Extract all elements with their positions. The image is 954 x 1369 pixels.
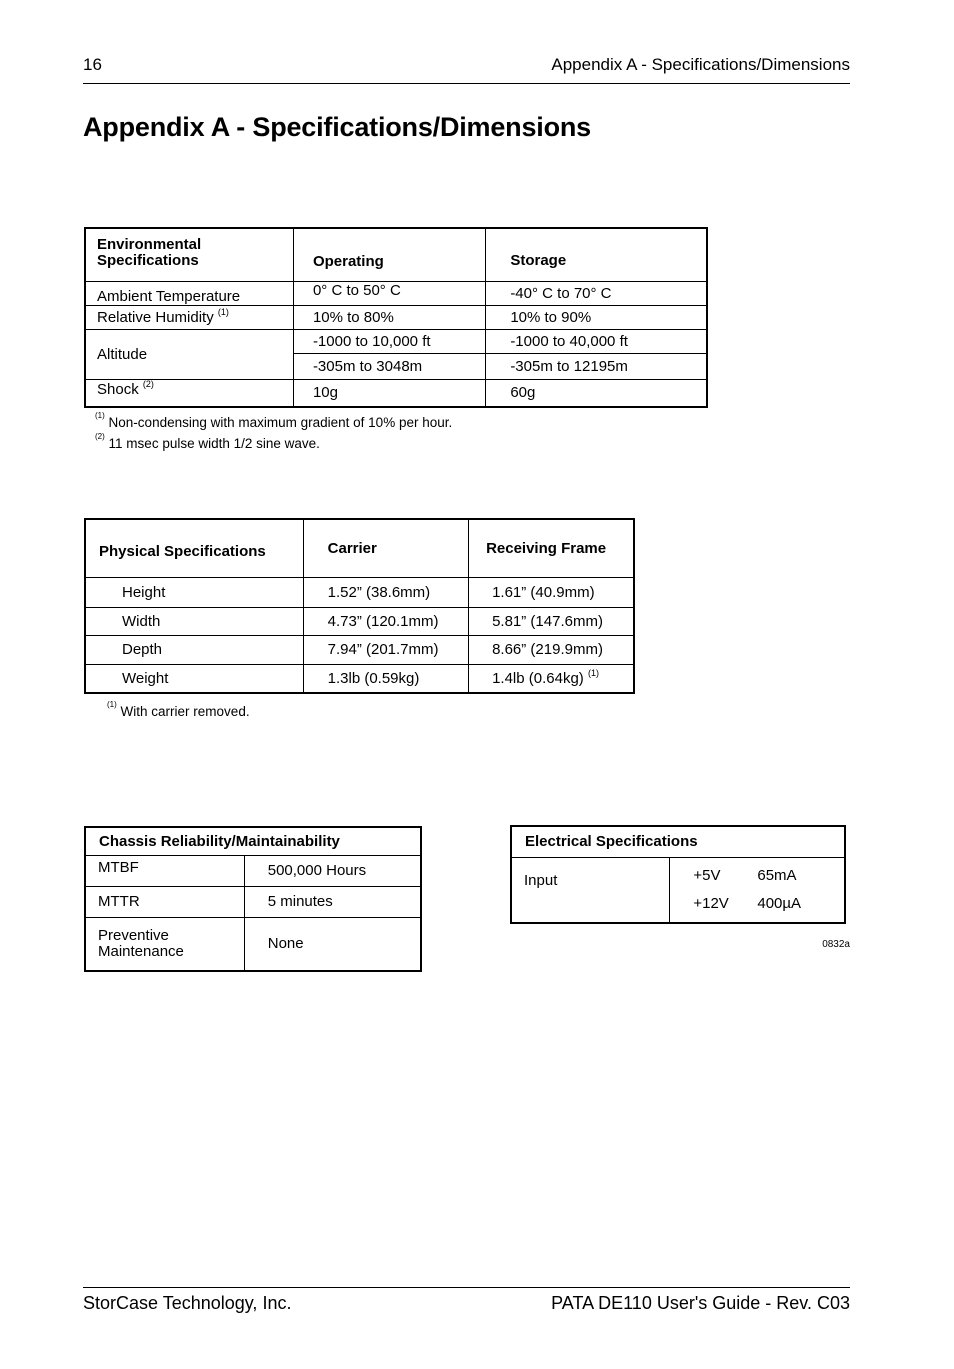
phys-height-frame: 1.61” (40.9mm)	[469, 577, 634, 607]
phys-depth-label: Depth	[85, 635, 303, 664]
table-row	[85, 329, 707, 353]
electrical-table	[510, 825, 846, 924]
phys-weight-frame: 1.4lb (0.64kg) $^{(1)}$	[469, 664, 634, 693]
electrical-line-5v: +5V 65mA	[693, 866, 797, 884]
table-header-row	[85, 228, 707, 281]
figure-code: 0832a	[822, 939, 850, 950]
footer-company: StorCase Technology, Inc.	[83, 1293, 292, 1313]
chassis-title: Chassis Reliability/Maintainability	[85, 827, 421, 855]
running-header: Appendix A - Specifications/Dimensions	[551, 55, 850, 74]
env-header-category: Environmental Specifications	[85, 228, 293, 281]
env-ambient-label: Ambient Temperature	[85, 281, 293, 305]
env-shock-operating: 10g	[293, 379, 485, 407]
env-ambient-storage: -40° C to 70° C	[486, 281, 707, 305]
chassis-mttr-label: MTTR	[85, 886, 244, 917]
env-shock-label: Shock $^{(2)}$	[85, 379, 293, 407]
electrical-line-12v: +12V 400µA	[693, 894, 802, 912]
footnote-mark: (2)	[142, 378, 154, 389]
phys-header-frame: Receiving Frame	[469, 519, 634, 577]
footer-document: PATA DE110 User's Guide - Rev. C03	[551, 1293, 850, 1313]
phys-weight-label: Weight	[85, 664, 303, 693]
phys-depth-frame: 8.66” (219.9mm)	[469, 635, 634, 664]
phys-footnote-1: $^{(1)}$ With carrier removed.	[107, 700, 250, 719]
table-row	[85, 855, 421, 886]
physical-specs-table	[84, 518, 635, 694]
chassis-mttr-value: 5 minutes	[244, 886, 421, 917]
chassis-table	[84, 826, 422, 972]
env-footnote-2: $^{(2)}$ 11 msec pulse width 1/2 sine wave.	[95, 432, 320, 451]
env-humidity-storage: 10% to 90%	[486, 305, 707, 329]
environmental-specs-table	[84, 227, 708, 408]
table-row	[85, 305, 707, 329]
env-shock-storage: 60g	[486, 379, 707, 407]
phys-width-label: Width	[85, 607, 303, 635]
phys-height-carrier: 1.52” (38.6mm)	[303, 577, 468, 607]
env-header-operating: Operating	[293, 228, 485, 281]
env-header-storage: Storage	[486, 228, 707, 281]
env-ambient-operating: 0° C to 50° C	[293, 281, 485, 305]
footnote-mark: (1)	[587, 667, 599, 678]
footnote-mark: (1)	[217, 306, 229, 317]
env-altitude-operating-ft: -1000 to 10,000 ft	[293, 329, 485, 353]
phys-depth-carrier: 7.94” (201.7mm)	[303, 635, 468, 664]
phys-header-carrier: Carrier	[303, 519, 468, 577]
phys-width-frame: 5.81” (147.6mm)	[469, 607, 634, 635]
table-row	[85, 281, 707, 305]
table-row	[85, 607, 634, 635]
electrical-input-values	[670, 857, 845, 923]
env-altitude-storage-m: -305m to 12195m	[486, 353, 707, 379]
table-row	[85, 379, 707, 407]
page-title: Appendix A - Specifications/Dimensions	[83, 112, 591, 142]
phys-weight-carrier: 1.3lb (0.59kg)	[303, 664, 468, 693]
footer-rule	[83, 1287, 850, 1288]
table-row	[85, 664, 634, 693]
table-header-row	[85, 827, 421, 855]
electrical-input-label: Input	[511, 857, 670, 923]
chassis-mtbf-label: MTBF	[85, 855, 244, 886]
table-row	[85, 886, 421, 917]
table-row	[511, 857, 845, 923]
chassis-mtbf-value: 500,000 Hours	[244, 855, 421, 886]
electrical-title: Electrical Specifications	[511, 826, 845, 857]
env-footnote-1: $^{(1)}$ Non-condensing with maximum gradient of 10% per hour.	[95, 411, 453, 430]
table-row	[85, 917, 421, 971]
env-altitude-storage-ft: -1000 to 40,000 ft	[486, 329, 707, 353]
table-row	[85, 577, 634, 607]
chassis-pm-label: Preventive Maintenance	[85, 917, 244, 971]
env-humidity-label: Relative Humidity $^{(1)}$	[85, 305, 293, 329]
env-humidity-operating: 10% to 80%	[293, 305, 485, 329]
phys-width-carrier: 4.73” (120.1mm)	[303, 607, 468, 635]
env-altitude-operating-m: -305m to 3048m	[293, 353, 485, 379]
table-header-row	[511, 826, 845, 857]
phys-header-category: Physical Specifications	[85, 519, 303, 577]
header-rule	[83, 83, 850, 84]
phys-height-label: Height	[85, 577, 303, 607]
env-altitude-label: Altitude	[85, 329, 293, 379]
table-row	[85, 635, 634, 664]
chassis-pm-value: None	[244, 917, 421, 971]
table-header-row	[85, 519, 634, 577]
page-number: 16	[83, 55, 102, 74]
